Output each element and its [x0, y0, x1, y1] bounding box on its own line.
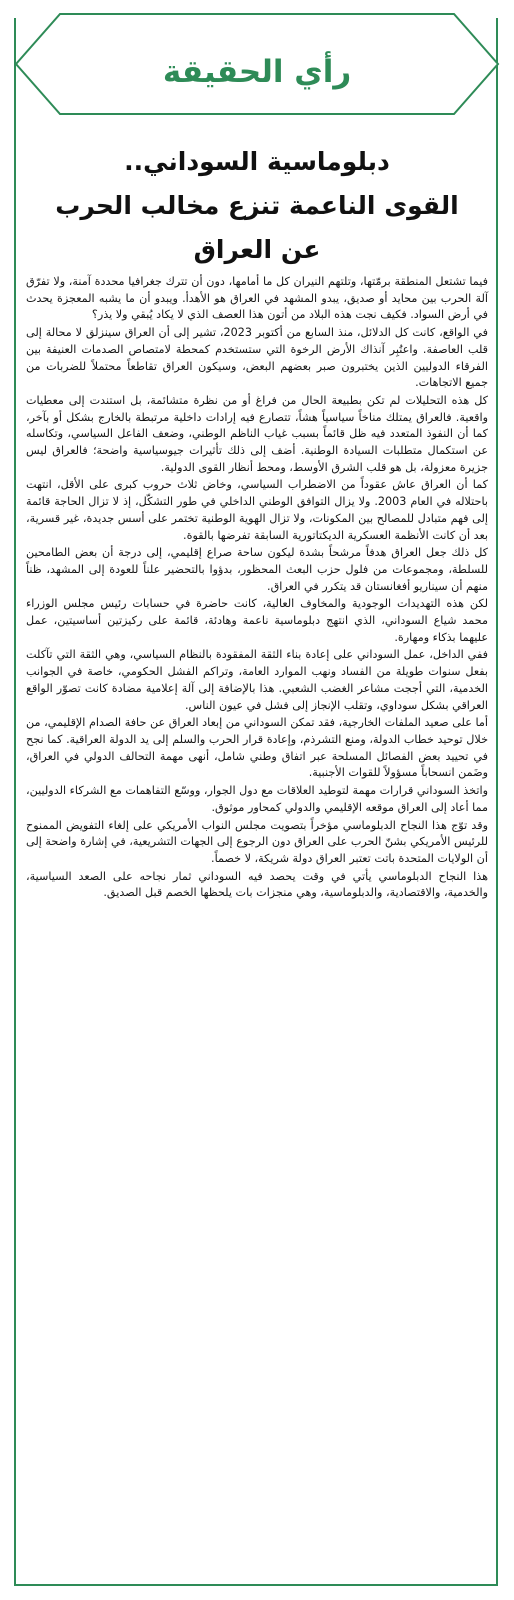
article-paragraph: فيما تشتعل المنطقة برمّتها، وتلتهم النيران كل ما أمامها، دون أن تترك جغرافيا محددة آمنة، ولا تفرّق آلة الحرب بين محايد أو صديق، يبدو المشهد في العراق هو الأهدأ. ويبدو أن ما يشبه المعجزة يحدث في أرض السواد. فكيف نجت هذه البلاد من أتون هذا العصف الذي لا يكاد يُبقي ولا يذر؟	[26, 275, 488, 322]
article-paragraph: هذا النجاح الدبلوماسي يأتي في وقت يحصد فيه السوداني ثمار نجاحه على الصعد السياسية، والخدمية، والاقتصادية، والدبلوماسية، وهي منجزات بات يلحظها الخصم قبل الصديق.	[26, 869, 488, 900]
article-body	[26, 274, 488, 903]
headline-line-2: القوى الناعمة تنزع مخالب الحرب	[55, 191, 459, 220]
article-paragraph: كل ذلك جعل العراق هدفاً مرشحاً بشدة ليكون ساحة صراع إقليمي، إلى درجة أن بعض الطامحين للسلطة، ومجموعات من فلول حزب البعث المحظور، بدؤوا بالتحضير علناً للعودة إلى المشهد، ظناً منهم أن سيناريو أفغانستان قد يتكرر في العراق.	[26, 546, 488, 593]
article-paragraph: واتخذ السوداني قرارات مهمة لتوطيد العلاقات مع دول الجوار، ووسّع التفاهمات مع الشركاء الدوليين، مما أعاد إلى العراق موقعه الإقليمي والدولي كمحاور موثوق.	[26, 784, 488, 814]
article-paragraph: ففي الداخل، عمل السوداني على إعادة بناء الثقة المفقودة بالنظام السياسي، وهي الثقة التي تآكلت بفعل سنوات طويلة من الفساد ونهب الموارد العامة، وتراكم الفشل الحكومي، خاصة في الجوانب الخدمية، التي أججت مشاعر الغضب الشعبي. هذا بالإضافة إلى آلة إعلامية مضادة كانت تصوّر الواقع العراقي بشكل سوداوي، وتقلب الإنجاز إلى فشل في عيون الناس.	[26, 648, 488, 712]
section-brand-title: رأي الحقيقة	[162, 54, 352, 90]
article-headline	[24, 140, 490, 272]
headline-line-3: عن العراق	[193, 235, 321, 264]
headline-line-1: دبلوماسية السوداني..	[124, 147, 390, 176]
article-paragraph: لكن هذه التهديدات الوجودية والمخاوف العالية، كانت حاضرة في حسابات رئيس مجلس الوزراء محمد شياع السوداني، الذي انتهج دبلوماسية ناعمة وهادئة، قائمة على ركيزتين أساسيتين، عمل عليهما بذكاء ومهارة.	[26, 597, 488, 644]
article-paragraph: في الواقع، كانت كل الدلائل، منذ السابع من أكتوبر 2023، تشير إلى أن العراق سينزلق لا محالة إلى قلب العاصفة. واعتُبِر آنذاك الأرض الرخوة التي ستستخدم كمحطة لامتصاص الصدمات العنيفة بين الفرقاء الدوليين الذين يختبرون صبر بعضهم البعض، وسيكون العراق تقاطعاً محتملاً للضربات من جميع الاتجاهات.	[26, 326, 488, 390]
article-paragraph: وقد توّج هذا النجاح الدبلوماسي مؤخراً بتصويت مجلس النواب الأمريكي على إلغاء التفويض الممنوح للرئيس الأمريكي بشنّ الحرب على العراق دون الرجوع إلى الجهات التشريعية، في إشارة واضحة إلى أن الولايات المتحدة باتت تعتبر العراق دولة شريكة، لا خصماً.	[26, 818, 488, 865]
article-paragraph: كل هذه التحليلات لم تكن بطبيعة الحال من فراغ أو من نظرة متشائمة، بل استندت إلى معطيات واقعية. فالعراق يمتلك مناخاً سياسياً هشاً، تتصارع فيه إرادات داخلية مرتبطة بالخارج بشكل أو بآخر، كما أن النفوذ المتعدد فيه ظل قائماً بسبب غياب الناظم الوطني، وضعف الفاعل السياسي، وتكاسله عن استكمال متطلبات السيادة الوطنية. أضف إلى ذلك تأثيرات جيوسياسية واضحة؛ فالعراق ليس جزيرة معزولة، بل هو قلب الشرق الأوسط، ومحط أنظار القوى الدولية.	[26, 393, 488, 474]
article-paragraph: أما على صعيد الملفات الخارجية، فقد تمكن السوداني من إبعاد العراق عن حافة الصدام الإقليمي، من خلال توحيد خطاب الدولة، ومنع التشرذم، وإعادة قرار الحرب والسلم إلى يد الدولة العراقية. كما نجح في تحييد بعض الفصائل المسلحة عبر اتفاق وطني شامل، أنهى مهمة التحالف الدولي في العراق، وضَمن انسحاباً مسؤولاً للقوات الأجنبية.	[26, 716, 488, 780]
article-paragraph: كما أن العراق عاش عقوداً من الاضطراب السياسي، وخاض ثلاث حروب كبرى على الأقل، انتهت باحتلاله في العام 2003. ولا يزال التوافق الوطني الداخلي في طور التشكّل، إذ لا تزال الحاجة قائمة إلى فهم متبادل للمصالح بين المكونات، ولا تزال الهوية الوطنية تختمر على أسس جديدة، غير قسرية، بعد أن كانت الأنظمة العسكرية الديكتاتورية السابقة تفرضها بالقوة.	[26, 478, 488, 542]
